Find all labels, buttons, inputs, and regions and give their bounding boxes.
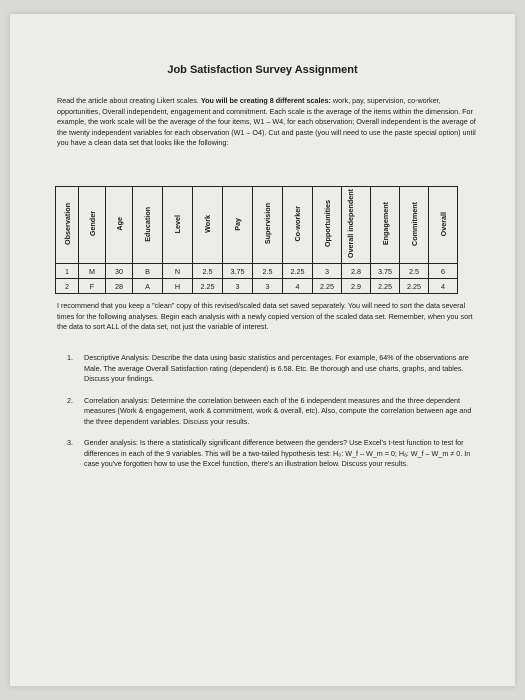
column-header: Level xyxy=(163,187,193,264)
list-item-number: 2. xyxy=(67,395,73,405)
table-cell: 2.9 xyxy=(342,279,371,294)
table-cell: 2.25 xyxy=(283,264,313,279)
column-header: Commitment xyxy=(400,187,429,264)
table-cell: 28 xyxy=(106,279,133,294)
column-header: Overall independent xyxy=(342,187,371,264)
table-header-row xyxy=(56,187,458,264)
table-cell: 2 xyxy=(56,279,79,294)
list-item-text: Gender analysis: Is there a statistically significant difference between the genders? Use Excel's t-test function to test for differences in each of the 9 variables. This will be a two-tailed hypothesis test: H₀: W_f – W_m = 0; Hₐ: W_f – W_m ≠ 0. In case you've forgotten how to use the Excel function, there's an illustration below. Discuss your results. xyxy=(84,438,471,468)
column-header: Pay xyxy=(223,187,253,264)
table-cell: 2.25 xyxy=(313,279,342,294)
intro-text: Read the article about creating Likert scales. You will be creating 8 different scales: work, pay, supervision, co-worker, opportunities, Overall independent, engagement and commitment. Each scale is the average of the items within the dimension. For example, the work scale will be the average of the four items, W1 – W4, for each observation; Overall independent is the average of the twenty independent variables for each observation (W1 – O4). Cut and paste (you will need to use the paste special option) until you have a clean data set that looks like the following: xyxy=(57,96,476,147)
table-cell: 3 xyxy=(223,279,253,294)
table-cell: 1 xyxy=(56,264,79,279)
table-cell: 2.25 xyxy=(193,279,223,294)
table-cell: 2.5 xyxy=(400,264,429,279)
table-cell: 3.75 xyxy=(371,264,400,279)
table-cell: 2.5 xyxy=(253,264,283,279)
column-header: Education xyxy=(133,187,163,264)
table-cell: B xyxy=(133,264,163,279)
list-item-number: 3. xyxy=(67,438,73,447)
list-item xyxy=(67,353,476,385)
table-cell: 2.8 xyxy=(342,264,371,279)
table-cell: 3 xyxy=(313,264,342,279)
column-header: Supervision xyxy=(253,187,283,264)
list-item-text: Descriptive Analysis: Describe the data using basic statistics and percentages. For example, 64% of the observations are Male. The average Overall Satisfaction rating (dependent) is 6.58. Etc. Be thorough and use charts, graphs, and tables. Discuss your findings. xyxy=(84,353,469,383)
recommendation-paragraph: I recommend that you keep a "clean" copy of this revised/scaled data set saved separately. You will need to sort the data several times for the following analyses. Begin each analysis with a newly copied version of the scaled data set. Remember, when you sort the data to sort ALL of the data set, not just the variable of interest. xyxy=(57,301,473,331)
table-cell: N xyxy=(163,264,193,279)
column-header: Opportunities xyxy=(313,187,342,264)
document-page xyxy=(10,14,515,686)
table-cell: 6 xyxy=(429,264,458,279)
list-item xyxy=(67,395,476,428)
intro-paragraph xyxy=(57,96,477,149)
table-cell: M xyxy=(79,264,106,279)
table-cell: H xyxy=(163,279,193,294)
table-cell: 30 xyxy=(106,264,133,279)
data-table xyxy=(55,186,458,294)
table-cell: 4 xyxy=(283,279,313,294)
list-item-text: Correlation analysis: Determine the correlation between each of the 6 independent measures and the three dependent measures (Work & engagement, work & commitment, work & overall, etc). Also, compute the correlation between age and the three dependent variables. Discuss your results. xyxy=(84,395,472,426)
column-header: Observation xyxy=(56,187,79,264)
table-cell: 3 xyxy=(253,279,283,294)
table-cell: 4 xyxy=(429,279,458,294)
list-item-number: 1. xyxy=(67,353,73,362)
analysis-list xyxy=(67,353,476,481)
table-row xyxy=(56,264,458,279)
table-cell: 2.5 xyxy=(193,264,223,279)
table-row xyxy=(56,279,458,294)
column-header: Co-worker xyxy=(283,187,313,264)
column-header: Age xyxy=(106,187,133,264)
table-cell: 3.75 xyxy=(223,264,253,279)
table-cell: 2.25 xyxy=(400,279,429,294)
column-header: Overall xyxy=(429,187,458,264)
list-item xyxy=(67,438,476,470)
table-cell: 2.25 xyxy=(371,279,400,294)
column-header: Gender xyxy=(79,187,106,264)
column-header: Work xyxy=(193,187,223,264)
table-cell: F xyxy=(79,279,106,294)
table-cell: A xyxy=(133,279,163,294)
column-header: Engagement xyxy=(371,187,400,264)
page-title: Job Satisfaction Survey Assignment xyxy=(167,64,358,76)
intro-emphasis: You will be creating 8 different scales: xyxy=(200,96,331,105)
